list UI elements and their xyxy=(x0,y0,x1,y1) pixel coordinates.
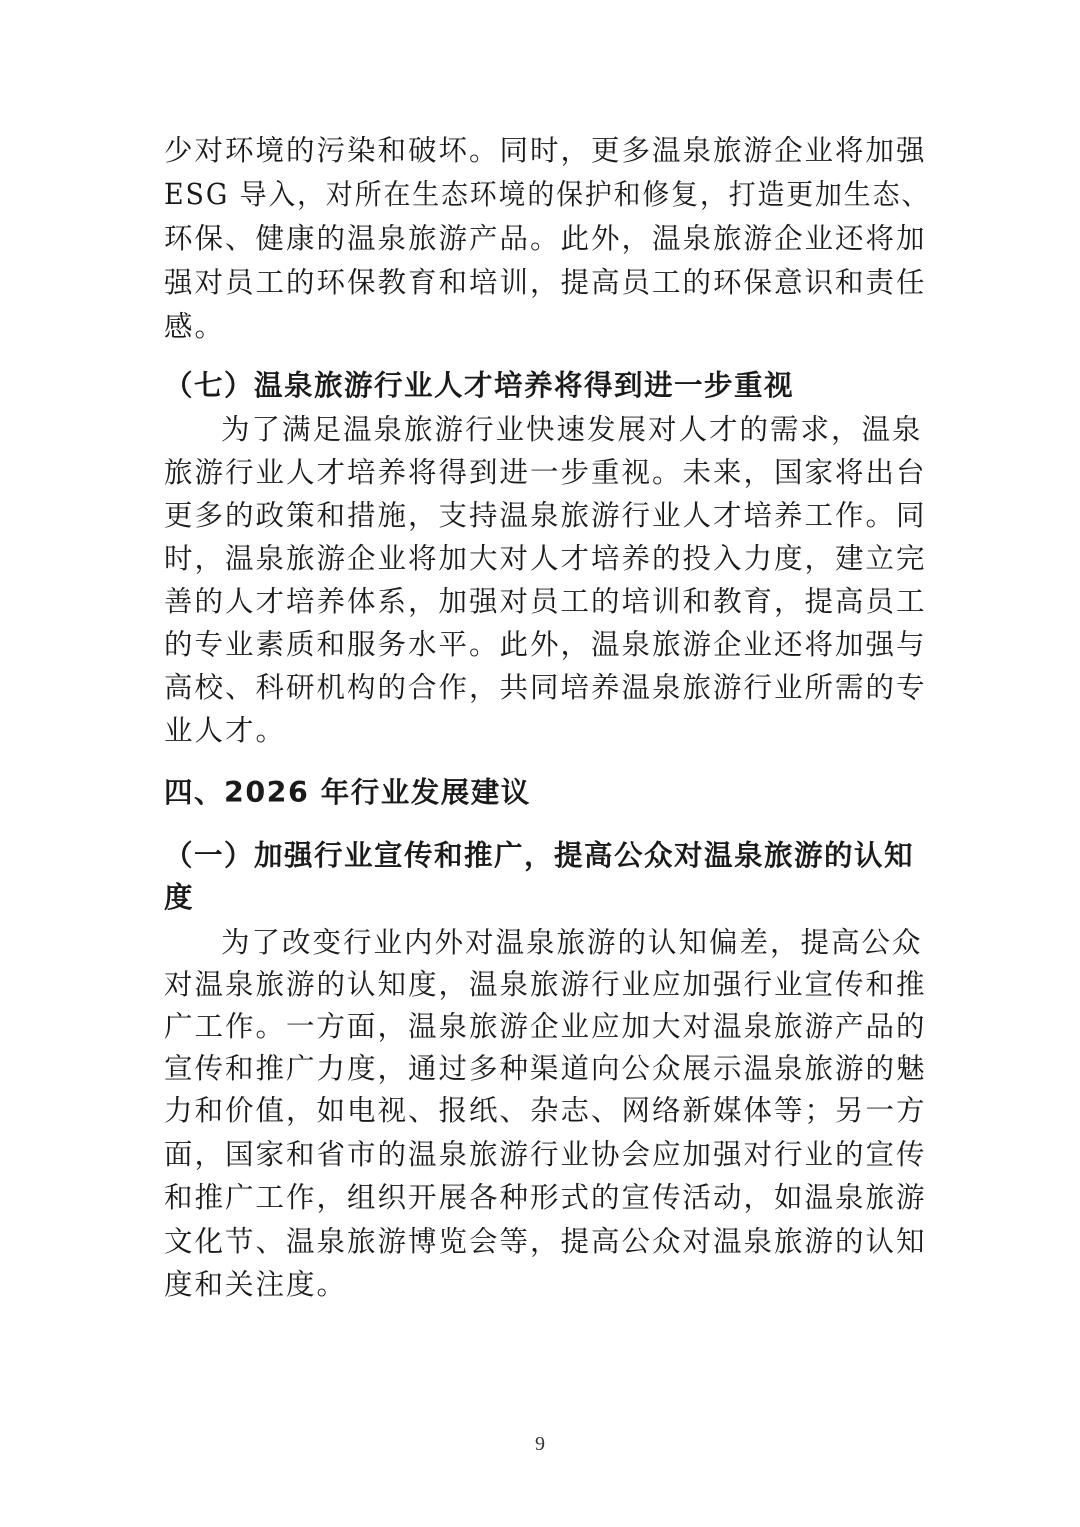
subsection-heading-7: （七）温泉旅游行业人才培养将得到进一步重视 xyxy=(164,369,795,402)
text-line: 的专业素质和服务水平。此外，温泉旅游企业还将加强与 xyxy=(164,628,927,661)
text-line: 度和关注度。 xyxy=(164,1268,348,1301)
text-line: 强对员工的环保教育和培训，提高员工的环保意识和责任 xyxy=(164,266,927,299)
text-line: 更多的政策和措施，支持温泉旅游行业人才培养工作。同 xyxy=(164,499,927,532)
text-line: 力和价值，如电视、报纸、杂志、网络新媒体等；另一方 xyxy=(164,1094,927,1127)
text-line: 宣传和推广力度，通过多种渠道向公众展示温泉旅游的魅 xyxy=(164,1052,927,1085)
text-line: 对温泉旅游的认知度，温泉旅游行业应加强行业宣传和推 xyxy=(164,968,927,1001)
text-line: 少对环境的污染和破坏。同时，更多温泉旅游企业将加强 xyxy=(164,134,927,167)
section-heading-4: 四、2026 年行业发展建议 xyxy=(164,776,531,809)
text-line: 感。 xyxy=(164,310,226,343)
text-line: 善的人才培养体系，加强对员工的培训和教育，提高员工 xyxy=(164,585,927,618)
text-line: 文化节、温泉旅游博览会等，提高公众对温泉旅游的认知 xyxy=(164,1225,927,1258)
text-line: 面，国家和省市的温泉旅游行业协会应加强对行业的宣传 xyxy=(164,1138,927,1171)
text-line: 旅游行业人才培养将得到进一步重视。未来，国家将出台 xyxy=(164,456,927,489)
text-line: 为了改变行业内外对温泉旅游的认知偏差，提高公众 xyxy=(221,926,923,959)
text-line: 业人才。 xyxy=(164,714,287,747)
text-line: 时，温泉旅游企业将加大对人才培养的投入力度，建立完 xyxy=(164,542,927,575)
page-number: 9 xyxy=(535,1433,545,1455)
heading-line: （一）加强行业宣传和推广，提高公众对温泉旅游的认知 xyxy=(164,839,915,872)
text-line: 广工作。一方面，温泉旅游企业应加大对温泉旅游产品的 xyxy=(164,1010,927,1043)
text-line: 环保、健康的温泉旅游产品。此外，温泉旅游企业还将加 xyxy=(164,222,927,255)
text-line: 高校、科研机构的合作，共同培养温泉旅游行业所需的专 xyxy=(164,671,927,704)
heading-line: 度 xyxy=(164,881,195,914)
text-line: 为了满足温泉旅游行业快速发展对人才的需求，温泉 xyxy=(221,413,923,446)
text-line: 和推广工作，组织开展各种形式的宣传活动，如温泉旅游 xyxy=(164,1181,927,1214)
text-line: ESG 导入，对所在生态环境的保护和修复，打造更加生态、 xyxy=(164,178,931,211)
